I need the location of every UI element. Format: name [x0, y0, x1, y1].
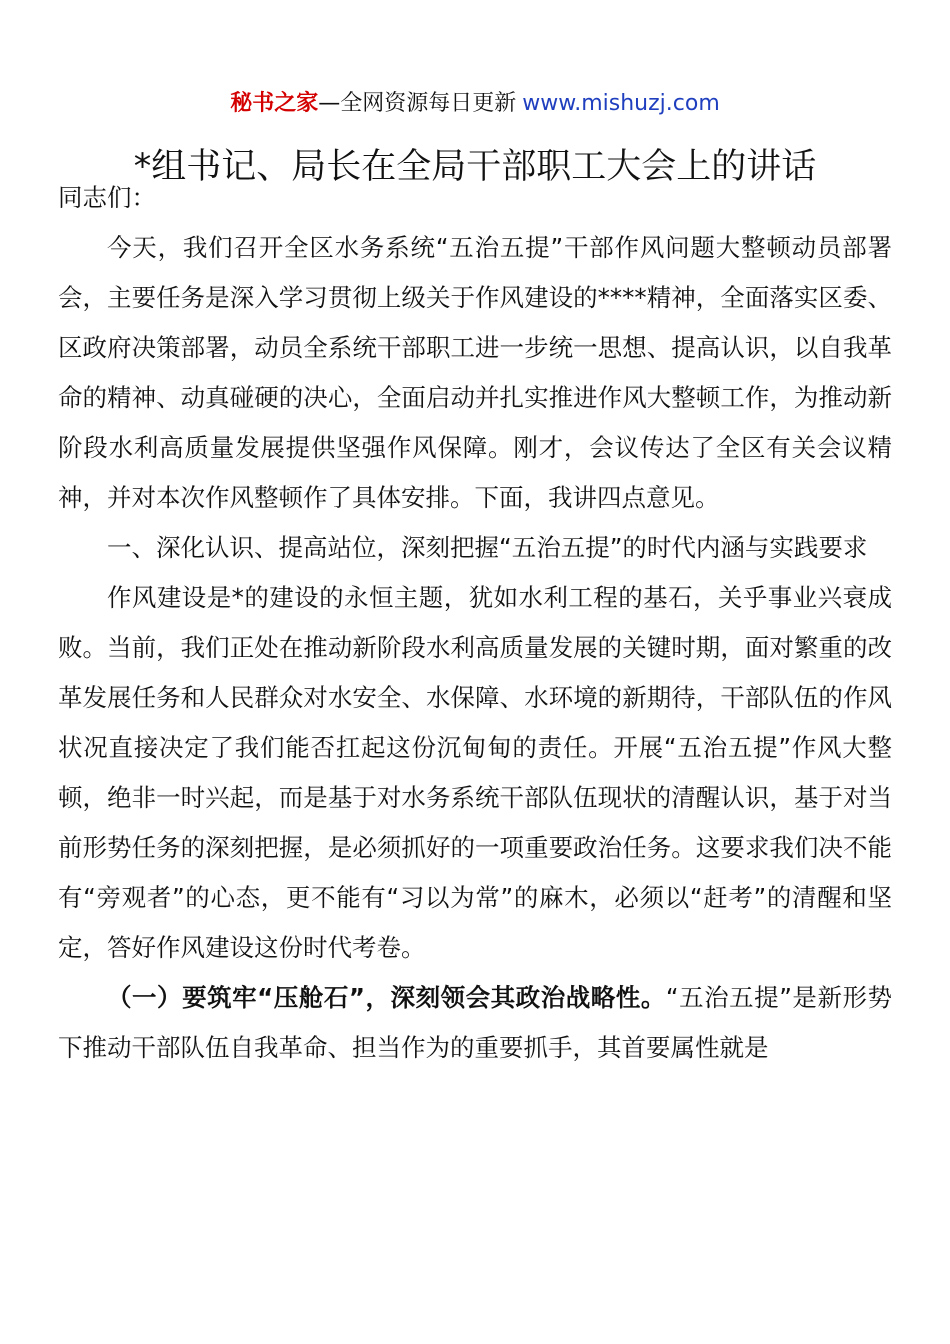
document-title: *组书记、局长在全局干部职工大会上的讲话	[133, 147, 817, 187]
paragraph-section-1: 作风建设是*的建设的永恒主题，犹如水利工程的基石，关乎事业兴衰成败。当前，我们正处在推动新阶段水利高质量发展的关键时期，面对繁重的改革发展任务和人民群众对水安全、水保障、水环境的新期待，干部队伍的作风状况直接决定了我们能否扛起这份沉甸甸的责任。开展“五治五提”作风大整顿，绝非一时兴起，而是基于对水务系统干部队伍现状的清醒认识，基于对当前形势任务的深刻把握，是必须抓好的一项重要政治任务。这要求我们决不能有“旁观者”的心态，更不能有“习以为常”的麻木，必须以“赶考”的清醒和坚定，答好作风建设这份时代考卷。	[58, 583, 892, 962]
section-heading-1: 一、深化认识、提高站位，深刻把握“五治五提”的时代内涵与实践要求	[107, 533, 868, 562]
subsection-text-1: “五治五提”是新形势下推动干部队伍自我革命、担当作为的重要抓手，其首要属性就是	[58, 983, 892, 1062]
salutation: 同志们：	[58, 183, 156, 212]
subsection-heading-1: （一）要筑牢“压舱石”，深刻领会其政治战略性。	[107, 983, 666, 1012]
paragraph-intro: 今天，我们召开全区水务系统“五治五提”干部作风问题大整顿动员部署会，主要任务是深入学习贯彻上级关于作风建设的****精神，全面落实区委、区政府决策部署，动员全系统干部职工进一步统一思想、提高认识，以自我革命的精神、动真碰硬的决心，全面启动并扎实推进作风大整顿工作，为推动新阶段水利高质量发展提供坚强作风保障。刚才，会议传达了全区有关会议精神，并对本次作风整顿作了具体安排。下面，我讲四点意见。	[58, 233, 892, 512]
site-header	[0, 88, 950, 120]
site-url-link[interactable]: www.mishuzj.com	[522, 91, 720, 116]
header-tagline: —全网资源每日更新	[318, 91, 517, 116]
brand-name: 秘书之家	[230, 91, 319, 116]
document-body	[58, 173, 892, 1073]
subsection-paragraph-1	[58, 973, 892, 1073]
